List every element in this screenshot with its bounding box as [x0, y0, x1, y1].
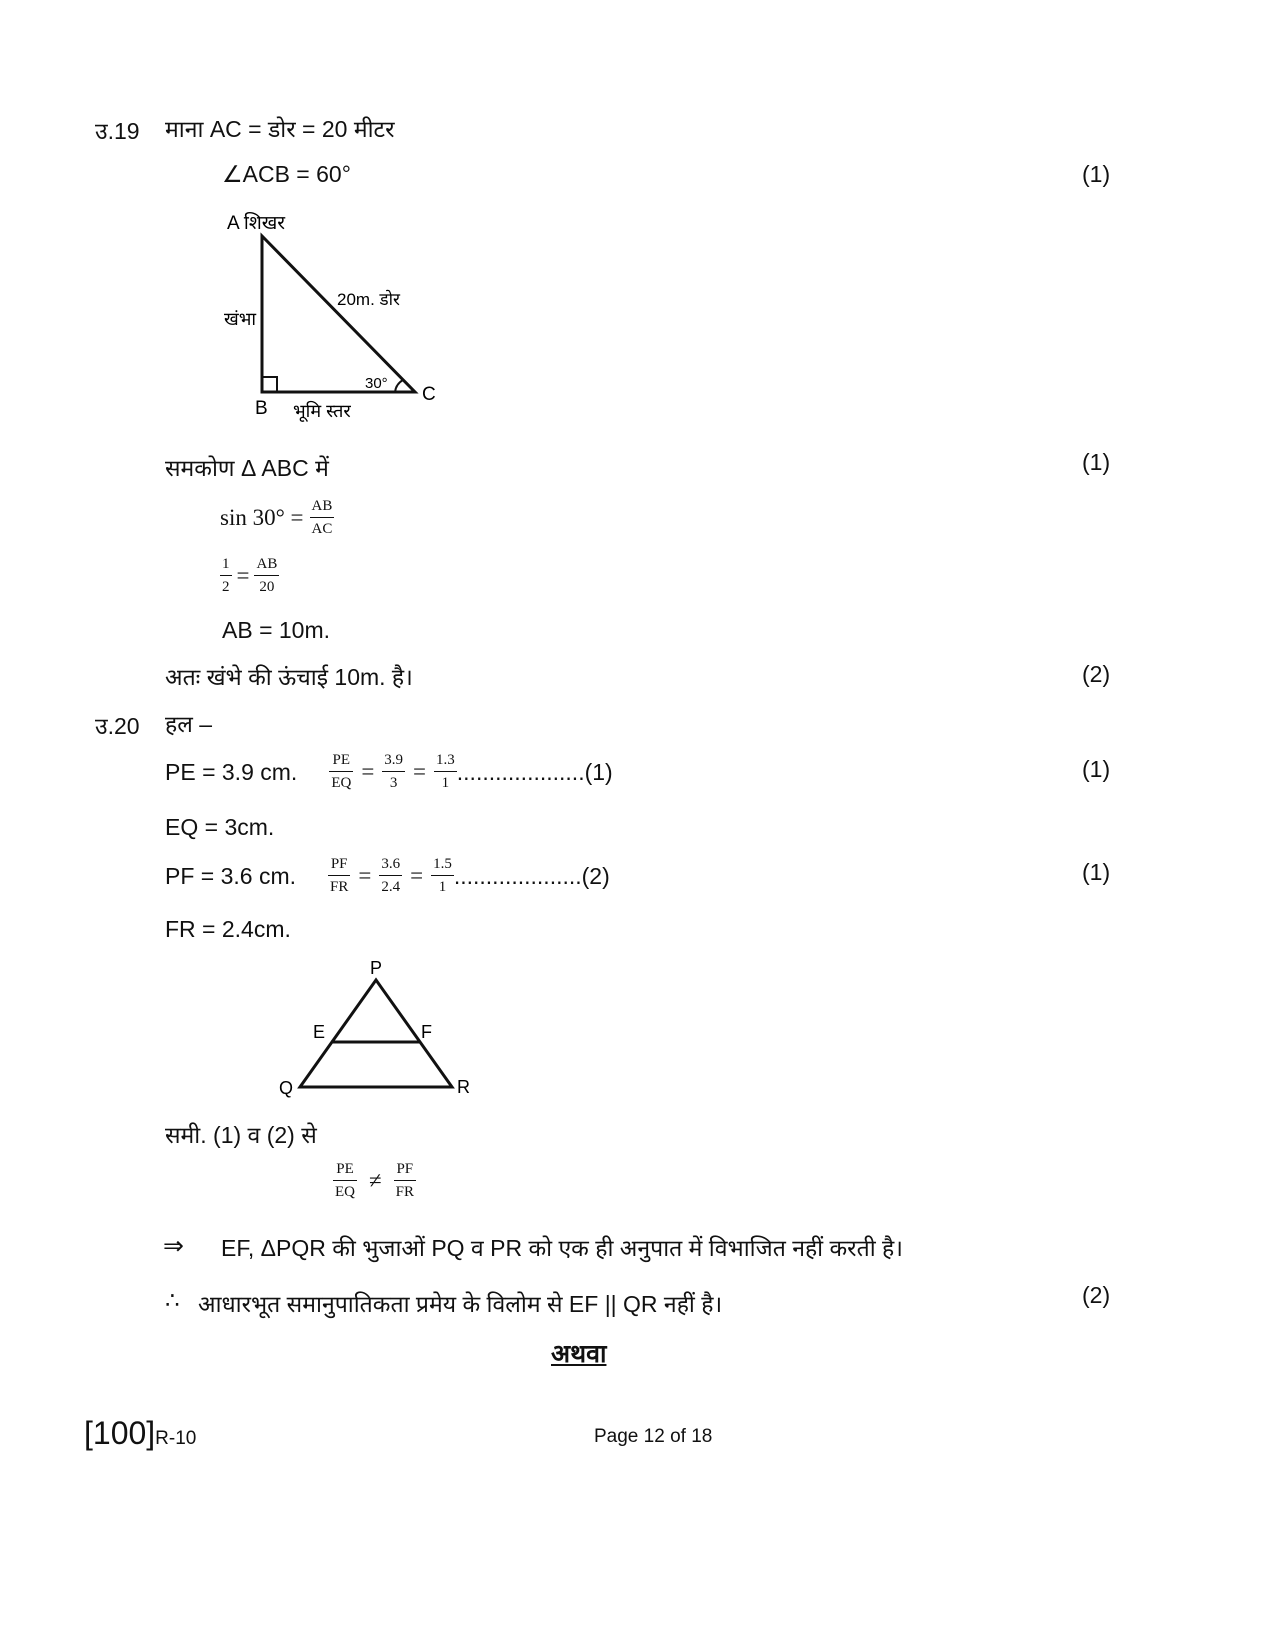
denominator: FR — [395, 1184, 414, 1200]
q19-intro: माना AC = डोर = 20 मीटर — [165, 116, 395, 142]
triangle-abc — [262, 236, 415, 392]
fraction — [434, 752, 457, 792]
q20-row-pe: PE = 3.9 cm. $\frac{PE}{EQ}$ = $\frac{3.9}{3}$ = $\frac{1.3}{1}$ ....................(1) — [165, 752, 613, 791]
numerator: PF — [394, 1161, 416, 1181]
label-ground: भूमि स्तर — [293, 401, 351, 421]
denominator: 20 — [259, 579, 275, 595]
denominator: 1 — [438, 879, 447, 895]
numerator: 1.5 — [431, 856, 454, 876]
numerator: AB — [310, 498, 335, 518]
numerator: 3.9 — [382, 752, 405, 772]
q20-triangle-diagram — [270, 955, 490, 1100]
fraction — [394, 1161, 416, 1201]
fraction — [329, 752, 353, 792]
q19-eq-sin — [220, 498, 334, 538]
numerator: PE — [329, 752, 353, 772]
right-angle-marker — [262, 377, 277, 392]
fraction — [379, 856, 402, 896]
numerator: PF — [328, 856, 350, 876]
denominator: AC — [311, 521, 333, 537]
q20-intro: हल – — [165, 711, 212, 737]
numerator: 3.6 — [379, 856, 402, 876]
fraction — [220, 556, 232, 596]
numerator: AB — [254, 556, 279, 576]
denominator: EQ — [331, 775, 352, 791]
q20-mark-3: (2) — [1082, 1282, 1111, 1308]
label-angle-30: 30° — [365, 375, 388, 392]
q20-mark-1: (1) — [1082, 756, 1111, 782]
paper-sub-code: R-10 — [155, 1428, 197, 1449]
sin-lhs: sin 30° = — [220, 505, 304, 530]
label-pole: खंभा — [224, 309, 257, 329]
angle-arc — [395, 380, 403, 392]
implies-symbol: ⇒ — [163, 1232, 184, 1260]
paper-code: [100] — [84, 1415, 156, 1451]
label-r: R — [457, 1077, 470, 1097]
q19-right-triangle: समकोण Δ ABC में — [165, 455, 329, 481]
label-p: P — [370, 958, 383, 978]
q20-eq-value: EQ = 3cm. — [165, 814, 275, 840]
fraction — [382, 752, 405, 792]
denominator: 2 — [222, 579, 230, 595]
therefore-symbol: ∴ — [165, 1287, 180, 1313]
q20-from-equations: समी. (1) व (2) से — [165, 1122, 317, 1148]
q20-fr-value: FR = 2.4cm. — [165, 916, 291, 942]
q19-mark-2: (1) — [1082, 449, 1111, 475]
question-number-19: उ.19 — [95, 118, 140, 144]
pe-value: PE = 3.9 cm. — [165, 758, 298, 785]
q19-triangle-diagram — [215, 205, 455, 430]
fraction — [254, 556, 279, 596]
fraction — [333, 1161, 357, 1201]
label-q: Q — [279, 1078, 294, 1098]
denominator: 3 — [389, 775, 398, 791]
or-heading: अथवा — [551, 1340, 607, 1368]
fraction — [328, 856, 350, 896]
q19-ab-result: AB = 10m. — [222, 617, 331, 643]
denominator: EQ — [335, 1184, 355, 1200]
numerator: 1 — [220, 556, 232, 576]
fraction — [310, 498, 335, 538]
page-number: Page 12 of 18 — [594, 1426, 713, 1447]
label-b: B — [255, 398, 268, 419]
label-c: C — [422, 384, 436, 405]
label-f: F — [421, 1022, 432, 1042]
q19-eq-half: $\frac{1}{2}$ = $\frac{AB}{20}$ — [222, 556, 278, 595]
q20-implies-text: EF, ΔPQR की भुजाओं PQ व PR को एक ही अनुपात में विभाजित नहीं करती है। — [221, 1235, 903, 1261]
denominator: 2.4 — [381, 879, 401, 895]
ratio-tail: ....................(1) — [456, 758, 613, 785]
ratio-tail: ....................(2) — [453, 862, 610, 889]
pf-value: PF = 3.6 cm. — [165, 862, 297, 889]
q20-therefore-text: आधारभूत समानुपातिकता प्रमेय के विलोम से EF || QR नहीं है। — [198, 1291, 723, 1317]
q20-row-pf: PF = 3.6 cm. $\frac{PF}{FR}$ = $\frac{3.6}{2.4}$ = $\frac{1.5}{1}$ ....................(2) — [165, 856, 610, 895]
q19-mark-3: (2) — [1082, 661, 1111, 687]
denominator: FR — [330, 879, 349, 895]
q19-conclusion: अतः खंभे की ऊंचाई 10m. है। — [165, 664, 413, 690]
label-e: E — [313, 1022, 326, 1042]
label-rope: 20m. डोर — [337, 290, 400, 309]
numerator: 1.3 — [434, 752, 457, 772]
denominator: 1 — [441, 775, 450, 791]
q19-mark-1: (1) — [1082, 161, 1111, 187]
fraction — [431, 856, 454, 896]
not-equal-sign: ≠ — [369, 1168, 382, 1193]
q19-angle: ∠ACB = 60° — [222, 161, 351, 187]
footer-code — [84, 1415, 196, 1452]
q20-mark-2: (1) — [1082, 859, 1111, 885]
question-number-20: उ.20 — [95, 713, 140, 739]
numerator: PE — [333, 1161, 357, 1181]
q20-not-equal — [333, 1161, 416, 1201]
label-a-peak: A शिखर — [227, 213, 286, 234]
